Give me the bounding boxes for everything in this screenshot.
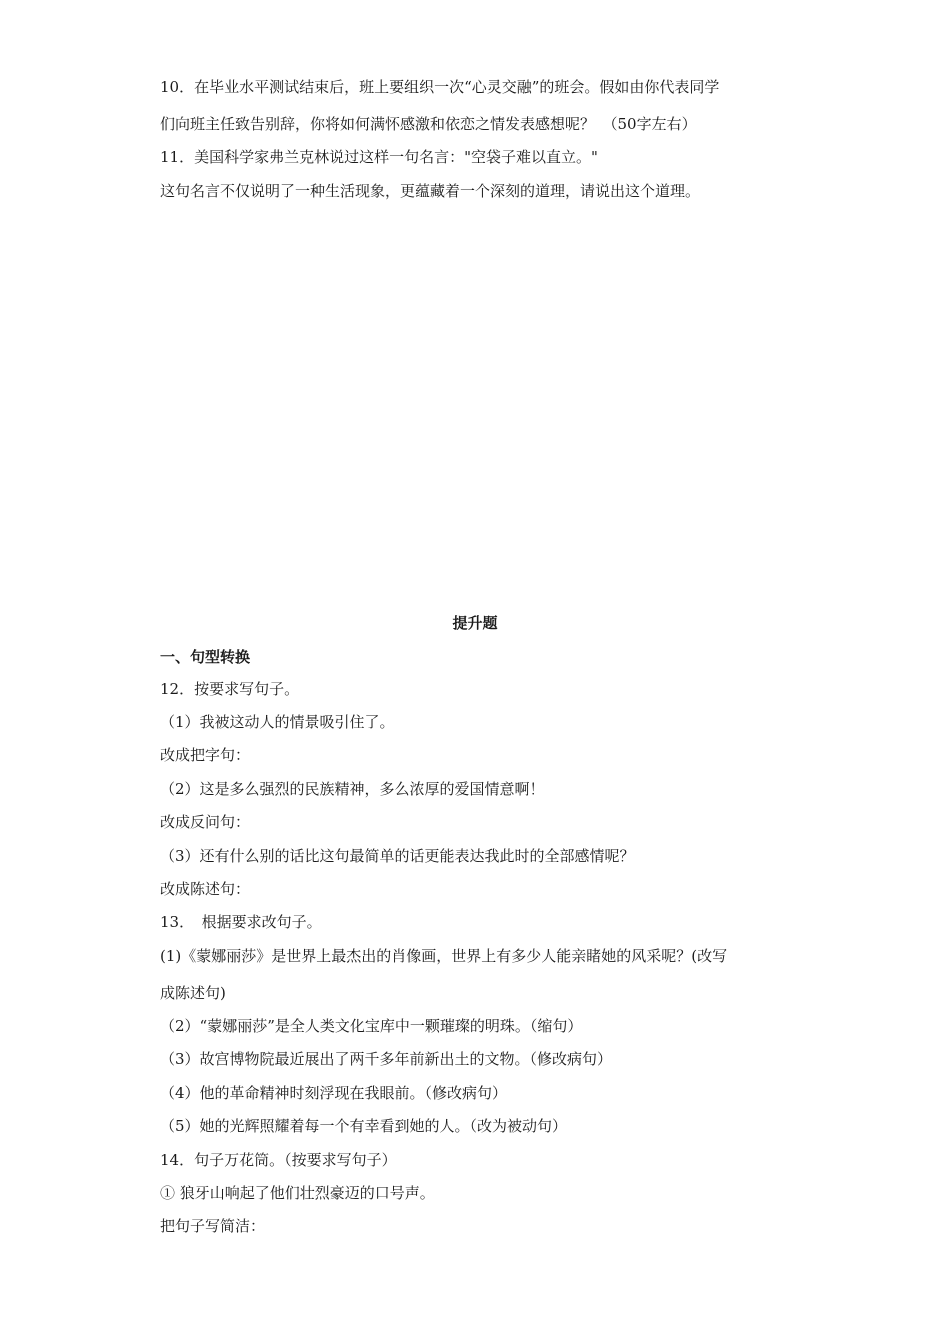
question-13-item: （5）她的光辉照耀着每一个有幸看到她的人。（改为被动句） xyxy=(160,1117,568,1135)
question-13-item-1-line-1: (1)《蒙娜丽莎》是世界上最杰出的肖像画，世界上有多少人能亲睹她的风采呢？(改写 xyxy=(160,947,728,965)
question-14-title: 14．句子万花筒。（按要求写句子） xyxy=(160,1151,397,1169)
question-13-item-1-line-2: 成陈述句) xyxy=(160,984,226,1002)
question-12-title: 12．按要求写句子。 xyxy=(160,680,300,698)
question-12-item: （1）我被这动人的情景吸引住了。 xyxy=(160,713,395,731)
part-heading: 一、句型转换 xyxy=(160,648,251,666)
question-12-prompt: 改成反问句： xyxy=(160,813,251,831)
question-14-prompt: 把句子写简洁： xyxy=(160,1217,266,1235)
question-12-item: （3）还有什么别的话比这句最简单的话更能表达我此时的全部感情呢？ xyxy=(160,847,635,865)
section-title: 提升题 xyxy=(452,614,498,632)
question-11-line-2: 这句名言不仅说明了一种生活现象，更蕴藏着一个深刻的道理，请说出这个道理。 xyxy=(160,182,701,200)
question-12-prompt: 改成陈述句： xyxy=(160,880,251,898)
question-13-item: （3）故宫博物院最近展出了两千多年前新出土的文物。（修改病句） xyxy=(160,1050,613,1068)
question-14-item-1: ① 狼牙山响起了他们壮烈豪迈的口号声。 xyxy=(160,1184,435,1202)
question-12-item: （2）这是多么强烈的民族精神，多么浓厚的爱国情意啊！ xyxy=(160,780,545,798)
question-11-line-1: 11．美国科学家弗兰克林说过这样一句名言："空袋子难以直立。" xyxy=(160,148,598,166)
question-13-item: （4）他的革命精神时刻浮现在我眼前。（修改病句） xyxy=(160,1084,508,1102)
question-10-line-2: 们向班主任致告别辞，你将如何满怀感激和依恋之情发表感想呢？ （50字左右） xyxy=(160,115,697,133)
question-10-line-1: 10．在毕业水平测试结束后，班上要组织一次“心灵交融”的班会。假如由你代表同学 xyxy=(160,78,720,96)
question-12-prompt: 改成把字句： xyxy=(160,746,251,764)
question-13-title: 13． 根据要求改句子。 xyxy=(160,913,322,931)
question-13-item: （2）“蒙娜丽莎”是全人类文化宝库中一颗璀璨的明珠。（缩句） xyxy=(160,1017,583,1035)
